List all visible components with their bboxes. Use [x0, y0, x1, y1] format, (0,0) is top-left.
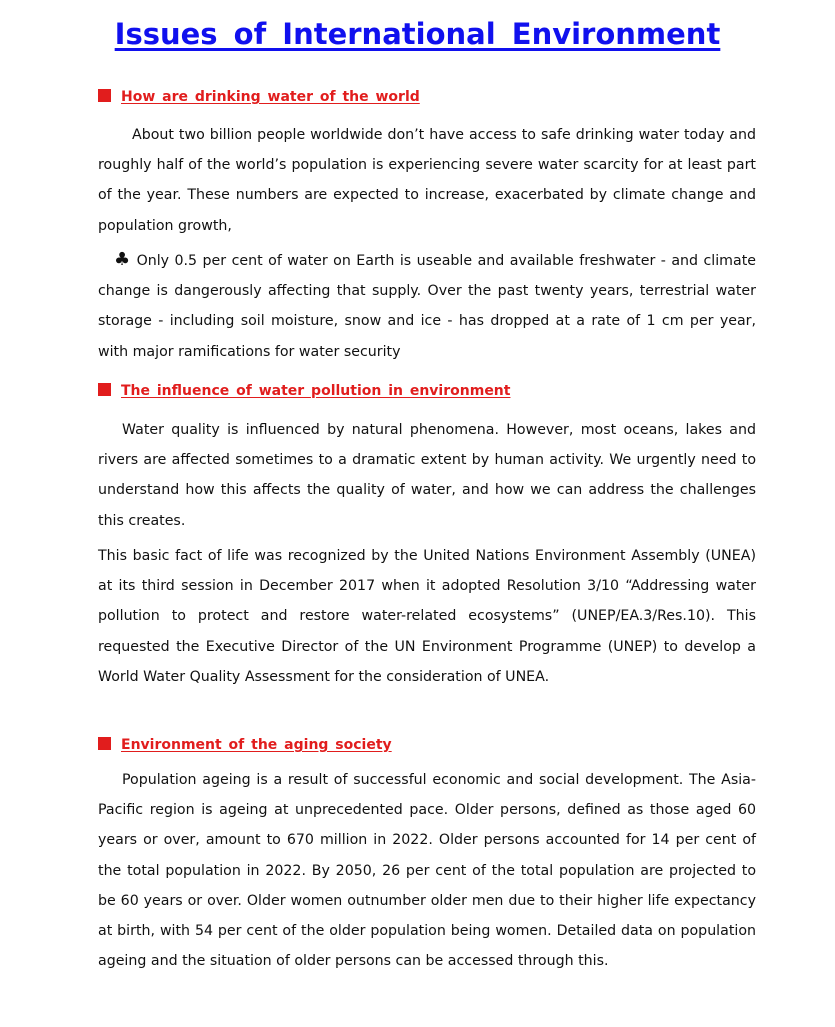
paragraph-water-quality: Water quality is influenced by natural phenomena. However, most oceans, lakes and rivers are affected sometimes to a dramatic extent by human activity. We urgently need to understand how this affects the quality of water, and how we can address the challenges this creates.: [98, 422, 756, 529]
club-bullet-icon: ♣: [114, 249, 132, 270]
square-bullet-icon: [98, 89, 111, 102]
paragraph-population-ageing: Population ageing is a result of successful economic and social development. The Asia-Pacific region is ageing at unprecedented pace. Older persons, defined as those aged 60 years or over, amount to 670 million in 2022. Older persons accounted for 14 per cent of the total population in 2022. By 2050, 26 per cent of the total population are projected to be 60 years or over. Older women outnumber older men due to their higher life expectancy at birth, with 54 per cent of the older population being women. Detailed data on population ageing and the situation of older persons can be accessed through this.: [98, 772, 756, 970]
section-heading-aging-society: [98, 736, 392, 754]
section-heading-water-pollution: [98, 382, 510, 400]
paragraph-freshwater-text: Only 0.5 per cent of water on Earth is useable and available freshwater - and climate change is dangerously affecting that supply. Over the past twenty years, terrestrial water storage - including soil moisture, snow and ice - has dropped at a rate of 1 cm per year, with major ramifications for water security: [98, 253, 756, 360]
page-title: Issues of International Environment: [114, 17, 721, 51]
section-heading-text: How are drinking water of the world: [121, 89, 420, 105]
section-heading-drinking-water: [98, 88, 420, 106]
square-bullet-icon: [98, 383, 111, 396]
section-heading-text: Environment of the aging society: [121, 737, 392, 753]
paragraph-freshwater-bullet: [98, 246, 756, 367]
section-heading-text: The influence of water pollution in environment: [121, 383, 511, 399]
paragraph-unea-resolution: This basic fact of life was recognized by the United Nations Environment Assembly (UNEA) at its third session in December 2017 when it adopted Resolution 3/10 “Addressing water pollution to protect and restore water-related ecosystems” (UNEP/EA.3/Res.10). This requested the Executive Director of the UN Environment Programme (UNEP) to develop a World Water Quality Assessment for the consideration of UNEA.: [98, 548, 756, 685]
paragraph-drinking-water-intro: About two billion people worldwide don’t have access to safe drinking water today and roughly half of the world’s population is experiencing severe water scarcity for at least part of the year. These numbers are expected to increase, exacerbated by climate change and population growth,: [98, 127, 756, 234]
square-bullet-icon: [98, 737, 111, 750]
